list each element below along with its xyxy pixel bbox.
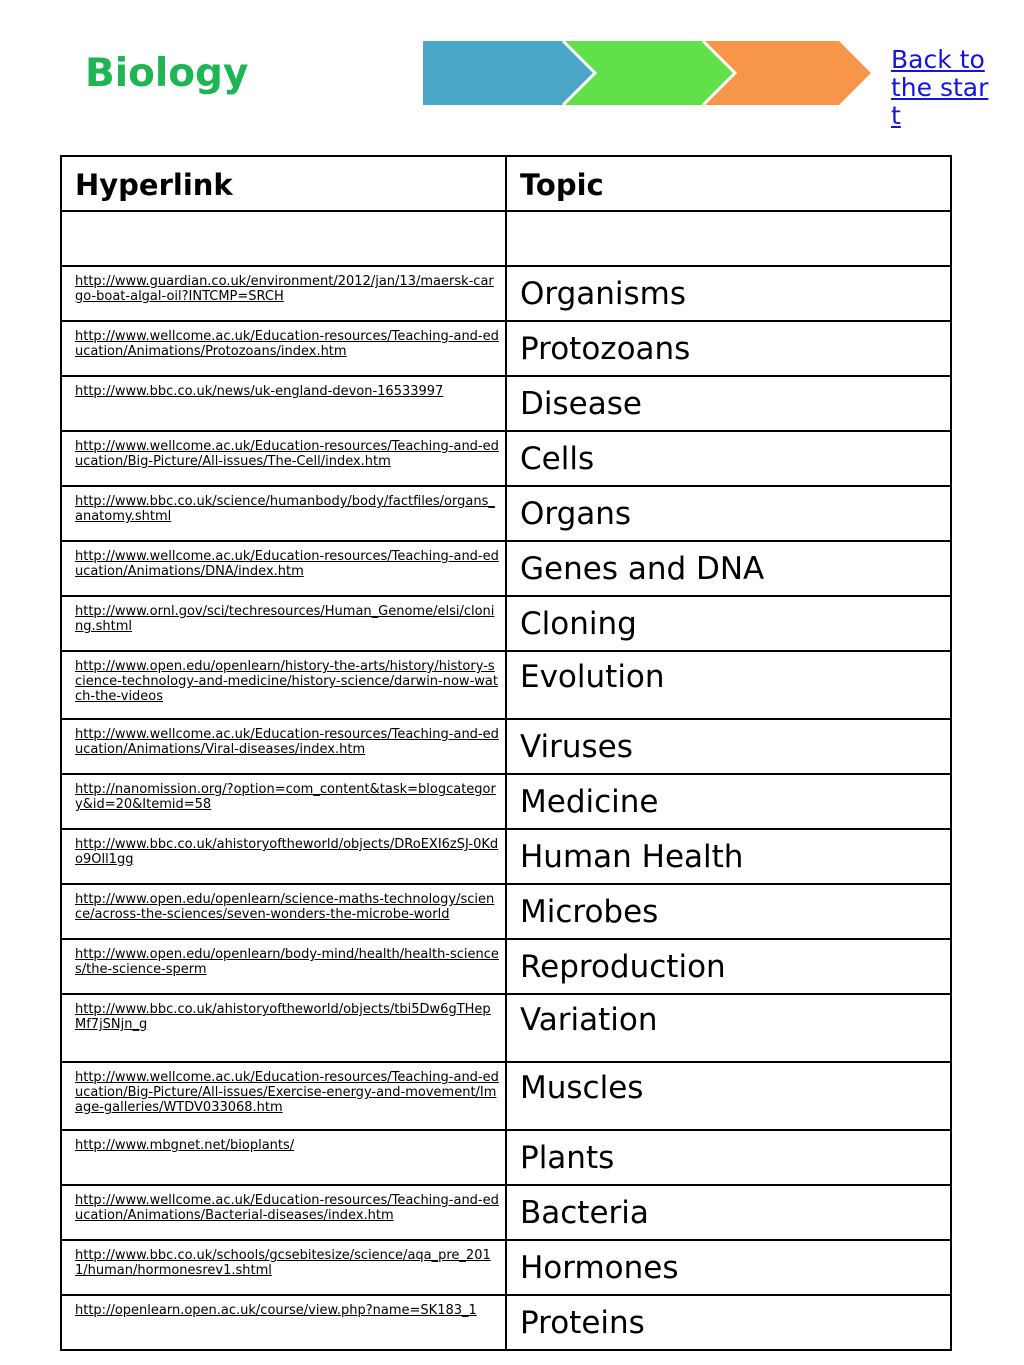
topic-label: Bacteria	[520, 1195, 649, 1231]
table-row	[61, 774, 951, 829]
table-row	[61, 1130, 951, 1185]
topic-label	[507, 212, 950, 220]
table-header-row	[61, 156, 951, 211]
table-row	[61, 596, 951, 651]
chevron-step-1	[423, 41, 595, 105]
page-title: Biology	[85, 51, 249, 96]
topic-cell	[506, 994, 951, 1062]
topic-cell	[506, 939, 951, 994]
table-row	[61, 486, 951, 541]
topic-cell	[506, 1062, 951, 1130]
topic-cell	[506, 829, 951, 884]
hyperlink-cell	[61, 651, 506, 719]
table-row	[61, 884, 951, 939]
back-to-start-link[interactable]: Back to the start	[891, 45, 989, 130]
table-row	[61, 829, 951, 884]
hyperlink[interactable]: http://www.bbc.co.uk/ahistoryoftheworld/objects/DRoEXI6zSJ-0Kdo9Oll1gg	[75, 837, 499, 867]
topic-cell	[506, 719, 951, 774]
topic-cell	[506, 651, 951, 719]
hyperlink[interactable]: http://www.guardian.co.uk/environment/2012/jan/13/maersk-cargo-boat-algal-oil?INTCMP=SRCH	[75, 274, 494, 304]
table-row	[61, 1240, 951, 1295]
hyperlink-cell	[61, 431, 506, 486]
topic-cell	[506, 596, 951, 651]
hyperlink-cell	[61, 884, 506, 939]
hyperlink-cell	[61, 829, 506, 884]
header-cell-topic	[506, 156, 951, 211]
topic-cell	[506, 1130, 951, 1185]
hyperlink-cell	[61, 1185, 506, 1240]
topic-cell	[506, 486, 951, 541]
topic-cell	[506, 884, 951, 939]
topic-label: Muscles	[520, 1070, 644, 1106]
topic-cell	[506, 774, 951, 829]
biology-links-table	[60, 155, 952, 1351]
topic-cell	[506, 1240, 951, 1295]
hyperlink-cell	[61, 1295, 506, 1350]
hyperlink-cell	[61, 541, 506, 596]
topic-label: Reproduction	[520, 949, 726, 985]
table-row	[61, 651, 951, 719]
topic-label: Organs	[520, 496, 632, 532]
hyperlink[interactable]: http://www.wellcome.ac.uk/Education-resources/Teaching-and-education/Animations/Bacterial-diseases/index.htm	[75, 1193, 499, 1223]
table-row	[61, 541, 951, 596]
table-row	[61, 376, 951, 431]
topic-label: Genes and DNA	[520, 551, 765, 587]
header-hyperlink: Hyperlink	[75, 168, 233, 202]
topic-label: Hormones	[520, 1250, 679, 1286]
table-row	[61, 321, 951, 376]
topic-cell	[506, 211, 951, 266]
hyperlink[interactable]: http://www.wellcome.ac.uk/Education-resources/Teaching-and-education/Animations/DNA/index.htm	[75, 549, 499, 579]
hyperlink[interactable]: http://www.bbc.co.uk/science/humanbody/body/factfiles/organs_anatomy.shtml	[75, 494, 495, 524]
topic-label: Plants	[520, 1140, 615, 1176]
topic-label: Human Health	[520, 839, 744, 875]
hyperlink[interactable]: http://www.bbc.co.uk/news/uk-england-devon-16533997	[75, 384, 444, 399]
topic-cell	[506, 321, 951, 376]
table-row	[61, 994, 951, 1062]
hyperlink[interactable]: http://www.open.edu/openlearn/science-maths-technology/science/across-the-sciences/seven-wonders-the-microbe-world	[75, 892, 495, 922]
topic-cell	[506, 541, 951, 596]
hyperlink-cell	[61, 376, 506, 431]
hyperlink[interactable]: http://www.ornl.gov/sci/techresources/Human_Genome/elsi/cloning.shtml	[75, 604, 495, 634]
hyperlink-cell	[61, 774, 506, 829]
topic-label: Evolution	[520, 659, 665, 695]
header-cell-hyperlink	[61, 156, 506, 211]
table-row	[61, 431, 951, 486]
hyperlink[interactable]: http://www.wellcome.ac.uk/Education-resources/Teaching-and-education/Big-Picture/All-issues/Exercise-energy-and-movement/Image-galleries/WTDV033068.htm	[75, 1070, 499, 1115]
hyperlink	[62, 212, 505, 219]
table-row	[61, 1295, 951, 1350]
table-row	[61, 1062, 951, 1130]
hyperlink-cell	[61, 321, 506, 376]
hyperlink-cell	[61, 719, 506, 774]
hyperlink-cell	[61, 266, 506, 321]
table-row	[61, 211, 951, 266]
topic-cell	[506, 1295, 951, 1350]
topic-cell	[506, 431, 951, 486]
table-row	[61, 719, 951, 774]
hyperlink-cell	[61, 939, 506, 994]
hyperlink-cell	[61, 596, 506, 651]
topic-label: Protozoans	[520, 331, 691, 367]
progress-chevrons	[423, 39, 873, 107]
topic-cell	[506, 266, 951, 321]
table-row	[61, 266, 951, 321]
topic-label: Proteins	[520, 1305, 645, 1341]
topic-label: Microbes	[520, 894, 659, 930]
hyperlink-cell	[61, 1062, 506, 1130]
hyperlink[interactable]: http://www.bbc.co.uk/ahistoryoftheworld/objects/tbi5Dw6gTHepMf7jSNjn_g	[75, 1002, 491, 1032]
hyperlink[interactable]: http://nanomission.org/?option=com_content&task=blogcategory&id=20&Itemid=58	[75, 782, 496, 812]
topic-label: Disease	[520, 386, 642, 422]
topic-label: Variation	[520, 1002, 658, 1038]
topic-label: Organisms	[520, 276, 687, 312]
topic-label: Viruses	[520, 729, 633, 765]
hyperlink-cell	[61, 994, 506, 1062]
topic-label: Cells	[520, 441, 595, 477]
hyperlink-cell	[61, 1240, 506, 1295]
hyperlink-cell	[61, 486, 506, 541]
hyperlink[interactable]: http://www.wellcome.ac.uk/Education-resources/Teaching-and-education/Big-Picture/All-issues/The-Cell/index.htm	[75, 439, 499, 469]
hyperlink[interactable]: http://www.wellcome.ac.uk/Education-resources/Teaching-and-education/Animations/Protozoans/index.htm	[75, 329, 499, 359]
hyperlink-cell	[61, 1130, 506, 1185]
hyperlink[interactable]: http://openlearn.open.ac.uk/course/view.php?name=SK183_1	[75, 1303, 477, 1318]
header-topic: Topic	[520, 168, 604, 202]
table-row	[61, 939, 951, 994]
hyperlink[interactable]: http://www.open.edu/openlearn/body-mind/health/health-sciences/the-science-sperm	[75, 947, 499, 977]
topic-cell	[506, 376, 951, 431]
topic-cell	[506, 1185, 951, 1240]
hyperlink[interactable]: http://www.wellcome.ac.uk/Education-resources/Teaching-and-education/Animations/Viral-diseases/index.htm	[75, 727, 499, 757]
topic-label: Medicine	[520, 784, 659, 820]
hyperlink[interactable]: http://www.bbc.co.uk/schools/gcsebitesize/science/aqa_pre_2011/human/hormonesrev1.shtml	[75, 1248, 491, 1278]
hyperlink[interactable]: http://www.mbgnet.net/bioplants/	[75, 1138, 295, 1153]
hyperlink-cell	[61, 211, 506, 266]
hyperlink[interactable]: http://www.open.edu/openlearn/history-the-arts/history/history-science-technology-and-medicine/history-science/darwin-now-watch-the-videos	[75, 659, 498, 704]
topic-label: Cloning	[520, 606, 637, 642]
table-row	[61, 1185, 951, 1240]
